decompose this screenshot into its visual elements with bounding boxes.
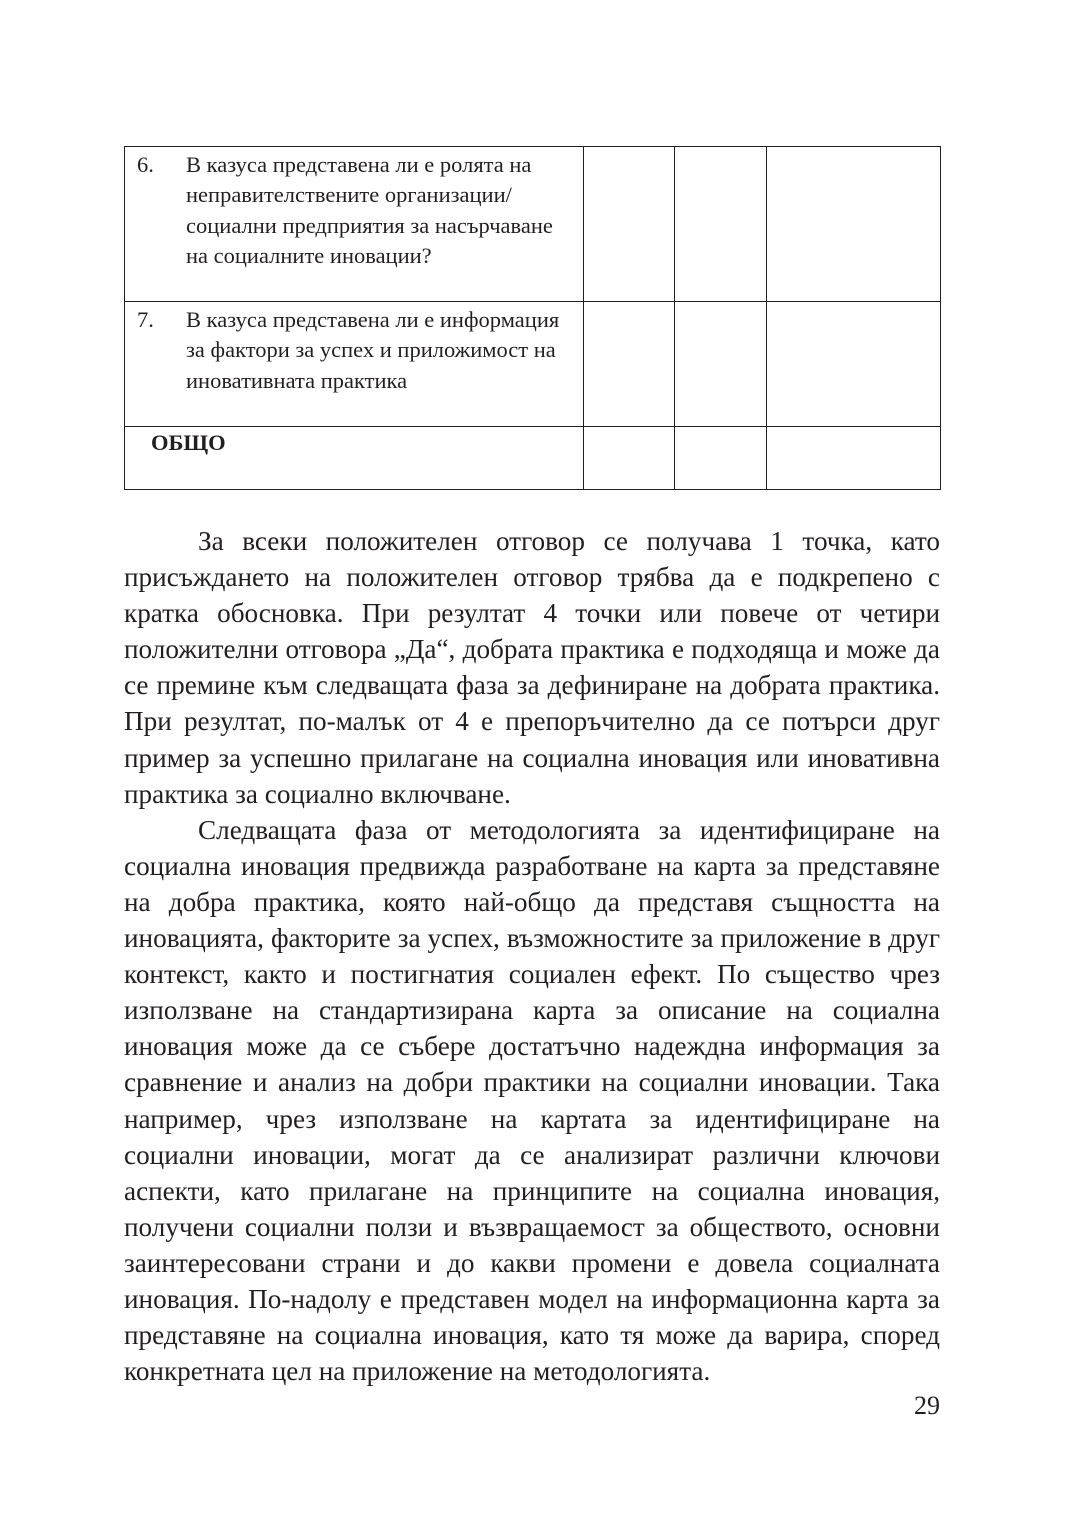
answer-cell bbox=[675, 302, 767, 427]
question-text: В казуса представена ли е ролята на неправителствените организации/социални предприятия за насърчаване на социалните иновации? bbox=[186, 152, 553, 269]
answer-cell bbox=[767, 147, 941, 302]
paragraph: За всеки положителен отговор се получава 1 точка, като присъждането на положителен отговор трябва да е подкрепено с кратка обосновка. При резултат 4 точки или повече от четири положителни отговора „Да“, добрата практика е подходяща и може да се премине към следващата фаза за дефиниране на добрата практика. При резултат, по-малък от 4 е препоръчително да се потърси друг пример за успешно прилагане на социална иновация или иновативна практика за социално включване. bbox=[124, 526, 940, 809]
question-number: 6. bbox=[137, 152, 154, 177]
question-text: В казуса представена ли е информация за фактори за успех и приложимост на иновативната практика bbox=[186, 307, 560, 393]
answer-cell bbox=[584, 302, 675, 427]
evaluation-table-container bbox=[124, 146, 940, 490]
total-cell bbox=[584, 427, 675, 490]
total-row bbox=[125, 427, 941, 490]
answer-cell bbox=[767, 302, 941, 427]
total-cell bbox=[675, 427, 767, 490]
body-text bbox=[124, 523, 940, 1389]
total-cell bbox=[767, 427, 941, 490]
answer-cell bbox=[584, 147, 675, 302]
table-row bbox=[125, 147, 941, 302]
answer-cell bbox=[675, 147, 767, 302]
total-label: ОБЩО bbox=[151, 430, 226, 455]
paragraph: Следващата фаза от методологията за идентифициране на социална иновация предвижда разработване на карта за представяне на добра практика, която най-общо да представя същността на иновацията, факторите за успех, възможностите за приложение в друг контекст, както и постигнатия социален ефект. По същество чрез използване на стандартизирана карта за описание на социална иновация може да се събере достатъчно надеждна информация за сравнение и анализ на добри практики на социални иновации. Така например, чрез използване на картата за идентифициране на социални иновации, могат да се анализират различни ключови аспекти, като прилагане на принципите на социална иновация, получени социални ползи и възвращаемост за обществото, основни заинтересовани страни и до какви промени е довела социалната иновация. По-надолу е представен модел на информационна карта за представяне на социална иновация, като тя може да варира, според конкретната цел на приложение на методологията. bbox=[124, 814, 940, 1387]
question-cell bbox=[125, 302, 584, 427]
table-row bbox=[125, 302, 941, 427]
question-cell bbox=[125, 147, 584, 302]
question-number: 7. bbox=[137, 307, 154, 332]
total-label-cell bbox=[125, 427, 584, 490]
page-number: 29 bbox=[914, 1391, 940, 1420]
evaluation-criteria-table bbox=[124, 146, 941, 490]
